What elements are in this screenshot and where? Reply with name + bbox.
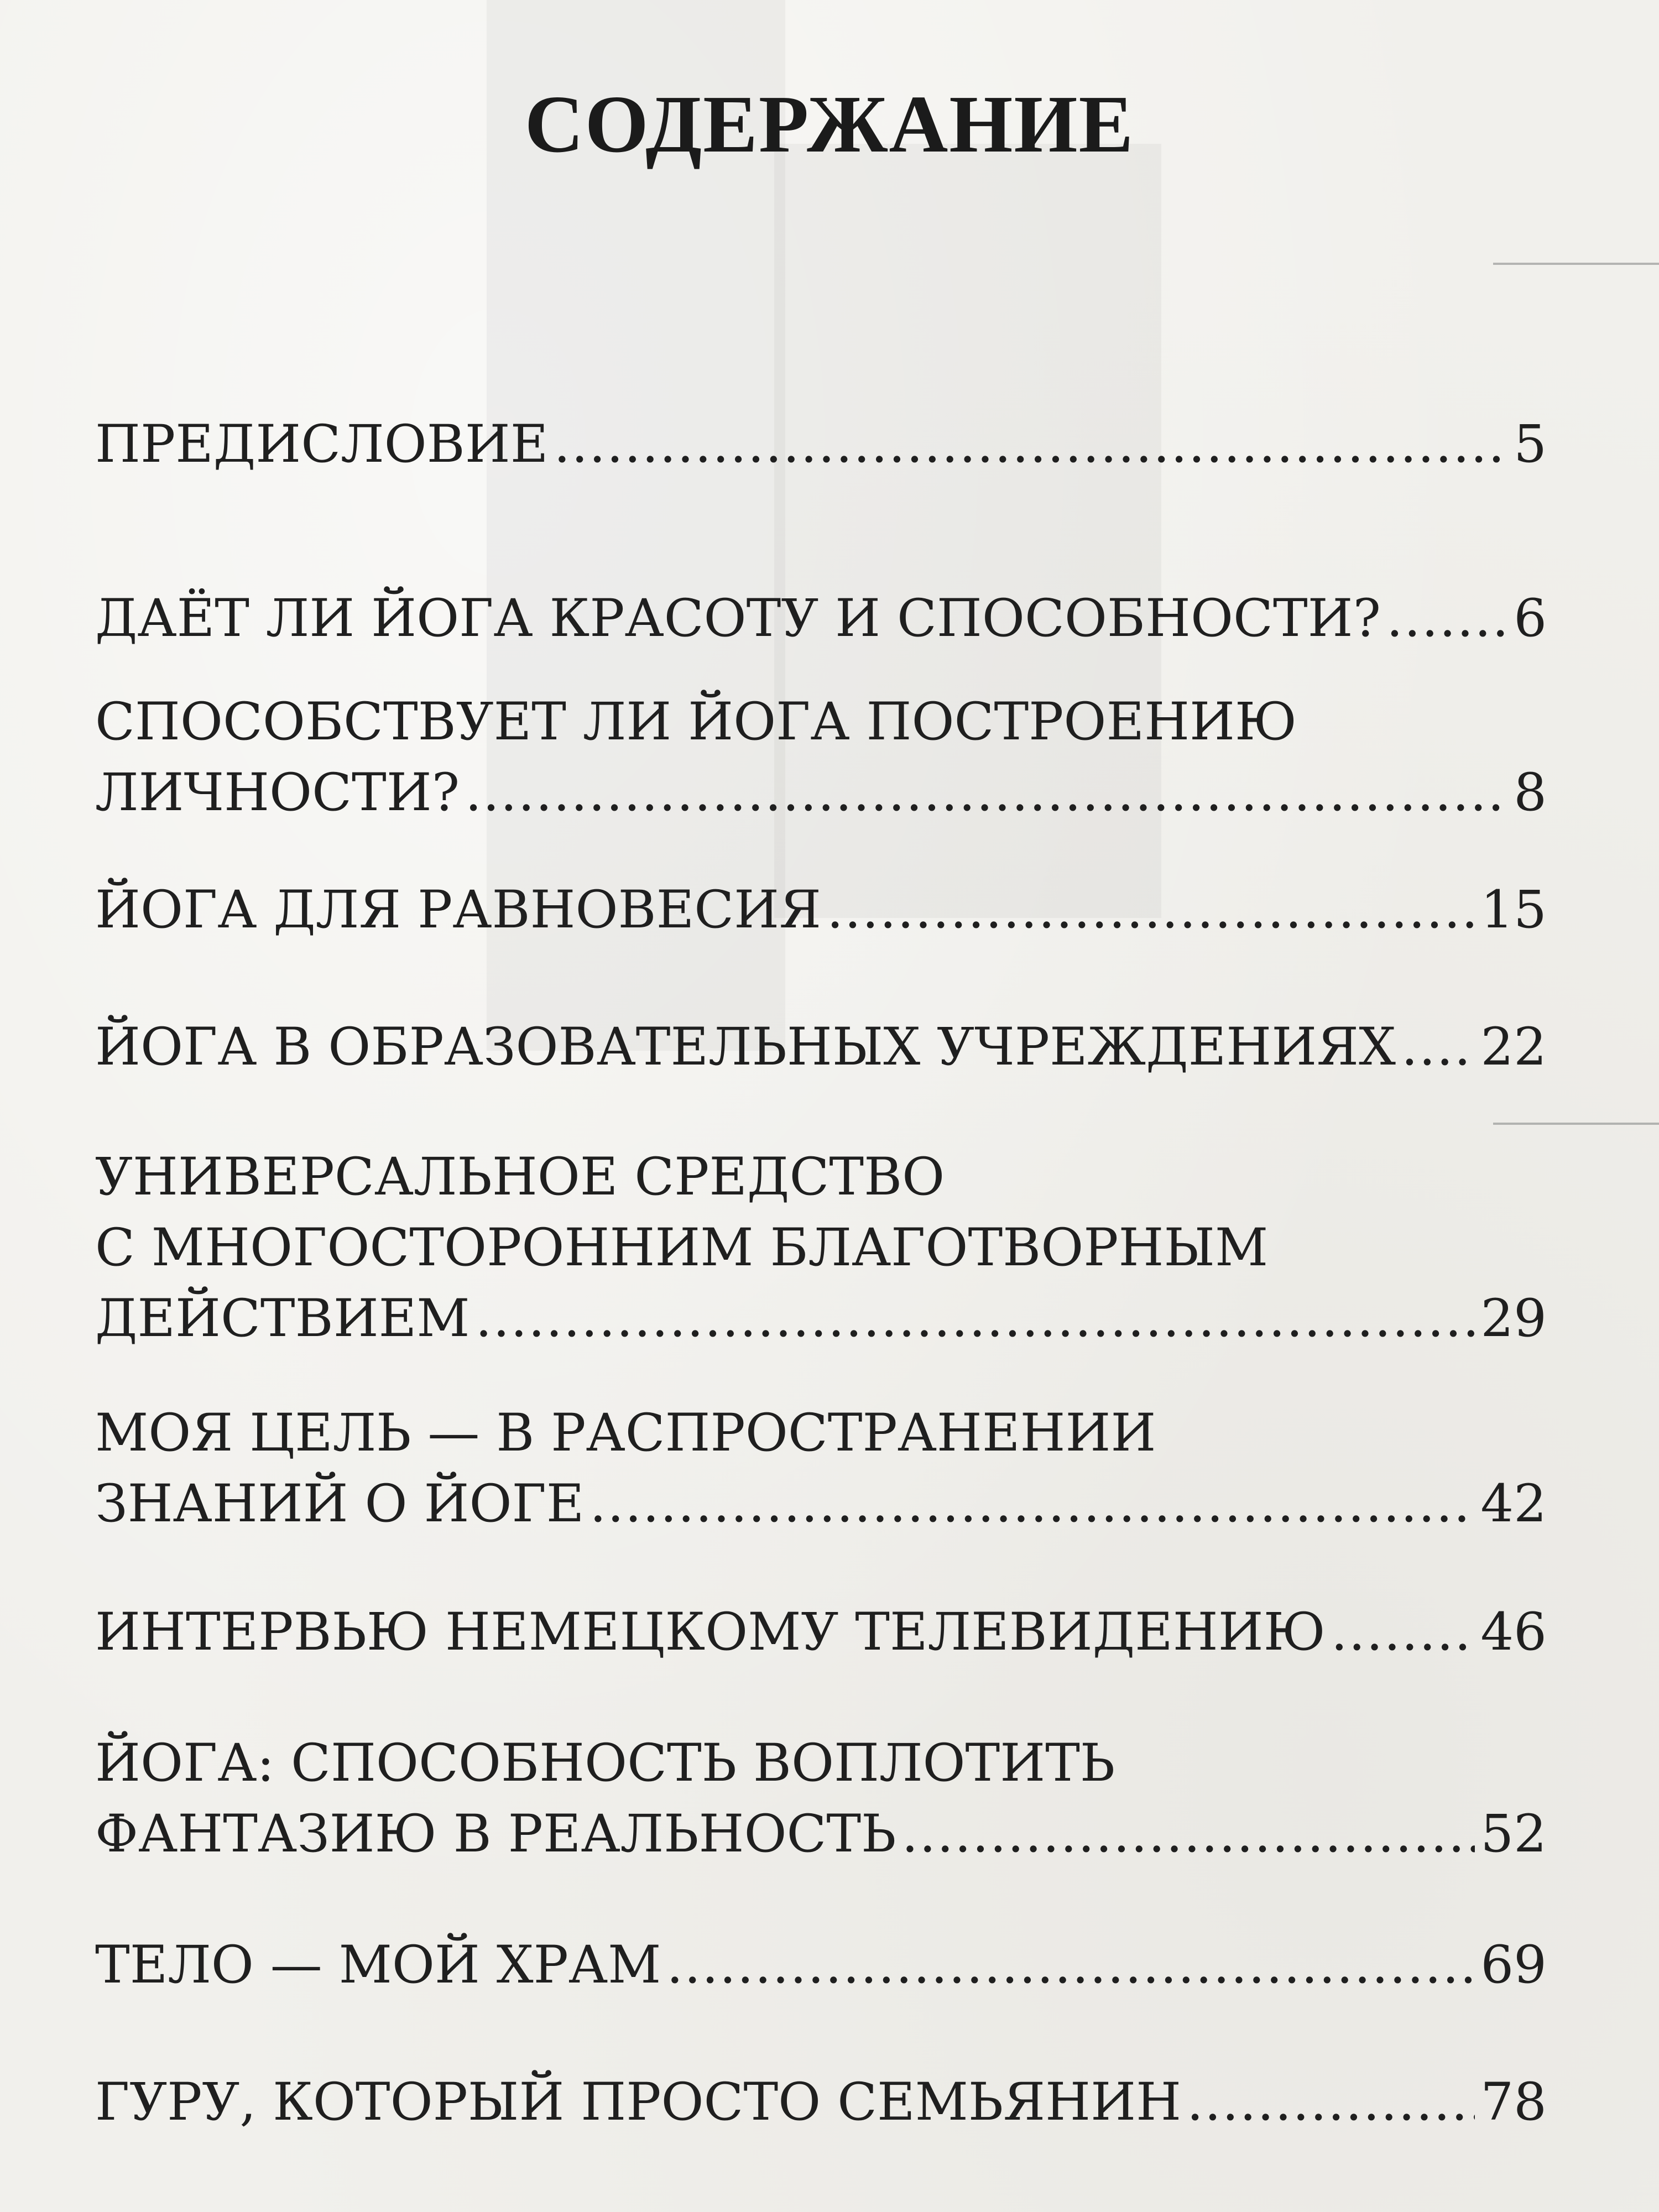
toc-entry: [95, 583, 1547, 654]
dot-leader: [1401, 1012, 1475, 1083]
page-number: 52: [1480, 1804, 1547, 1864]
entry-title: ДАЁТ ЛИ ЙОГА КРАСОТУ И СПОСОБНОСТИ?: [95, 588, 1381, 649]
dot-leader: [827, 875, 1475, 946]
toc-line: [95, 687, 1547, 758]
page-number: 69: [1480, 1935, 1547, 1995]
toc-entry: [95, 875, 1547, 946]
page-number: 8: [1514, 763, 1547, 823]
entry-title: ЙОГА: СПОСОБНОСТЬ ВОПЛОТИТЬ: [95, 1733, 1115, 1793]
dot-leader: [465, 758, 1508, 828]
entry-title: ДЕЙСТВИЕМ: [95, 1288, 470, 1349]
dot-leader: [1331, 1597, 1475, 1668]
toc-line: [95, 1799, 1547, 1870]
toc-entry: [95, 687, 1547, 828]
entry-title: ЙОГА ДЛЯ РАВНОВЕСИЯ: [95, 880, 822, 940]
toc-line: [95, 1213, 1547, 1284]
entry-title: ПРЕДИСЛОВИЕ: [95, 414, 549, 474]
toc-line: [95, 758, 1547, 828]
toc-heading: СОДЕРЖАНИЕ: [524, 79, 1135, 170]
toc-line: [95, 1728, 1547, 1799]
toc-entry: [95, 2067, 1547, 2138]
dot-leader: [1187, 2067, 1475, 2138]
toc-entry: [95, 1728, 1547, 1870]
page-number: 15: [1480, 880, 1547, 940]
toc-line: [95, 1142, 1547, 1213]
toc-line: [95, 1597, 1547, 1668]
dot-leader: [554, 409, 1508, 480]
toc-line: [95, 2067, 1547, 2138]
dot-leader: [589, 1469, 1475, 1540]
entry-title: ГУРУ, КОТОРЫЙ ПРОСТО СЕМЬЯНИН: [95, 2072, 1182, 2132]
toc-line: [95, 1284, 1547, 1354]
dot-leader: [1386, 583, 1508, 654]
toc-entry: [95, 1597, 1547, 1668]
page-number: 5: [1514, 414, 1547, 474]
entry-title: ЙОГА В ОБРАЗОВАТЕЛЬНЫХ УЧРЕЖДЕНИЯХ: [95, 1017, 1396, 1077]
toc-line: [95, 583, 1547, 654]
dot-leader: [476, 1284, 1475, 1354]
page-number: 22: [1480, 1017, 1547, 1077]
dot-leader: [901, 1799, 1475, 1870]
page-number: 78: [1480, 2072, 1547, 2132]
toc-line: [95, 1012, 1547, 1083]
entry-title: ЛИЧНОСТИ?: [95, 763, 460, 823]
entry-title: ТЕЛО — МОЙ ХРАМ: [95, 1935, 661, 1995]
toc-entry: [95, 1142, 1547, 1354]
entry-title: ИНТЕРВЬЮ НЕМЕЦКОМУ ТЕЛЕВИДЕНИЮ: [95, 1602, 1326, 1662]
toc-entry: [95, 1930, 1547, 2001]
entry-title: УНИВЕРСАЛЬНОЕ СРЕДСТВО: [95, 1147, 945, 1207]
toc-entry: [95, 1398, 1547, 1540]
toc-line: [95, 409, 1547, 480]
toc-line: [95, 875, 1547, 946]
toc-entry: [95, 1012, 1547, 1083]
entry-title: ФАНТАЗИЮ В РЕАЛЬНОСТЬ: [95, 1804, 896, 1864]
entry-title: ЗНАНИЙ О ЙОГЕ: [95, 1474, 585, 1534]
dot-leader: [666, 1930, 1475, 2001]
entry-title: С МНОГОСТОРОННИМ БЛАГОТВОРНЫМ: [95, 1218, 1269, 1278]
page-number: 46: [1480, 1602, 1547, 1662]
page-number: 29: [1480, 1288, 1547, 1349]
toc-line: [95, 1930, 1547, 2001]
entry-title: МОЯ ЦЕЛЬ — В РАСПРОСТРАНЕНИИ: [95, 1403, 1156, 1463]
toc-line: [95, 1398, 1547, 1469]
page-number: 42: [1480, 1474, 1547, 1534]
toc-line: [95, 1469, 1547, 1540]
page-number: 6: [1514, 588, 1547, 649]
entry-title: СПОСОБСТВУЕТ ЛИ ЙОГА ПОСТРОЕНИЮ: [95, 692, 1297, 752]
toc-entry: [95, 409, 1547, 480]
